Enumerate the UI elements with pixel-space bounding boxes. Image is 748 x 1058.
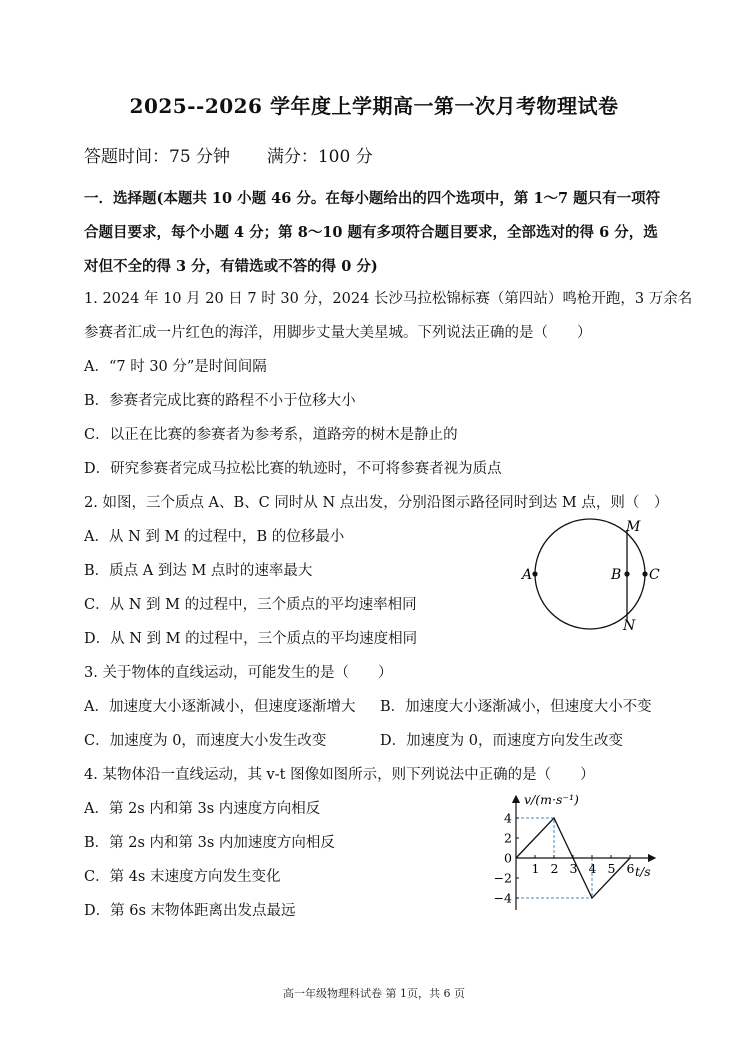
vt-y-tick-label-0: 0 <box>504 850 512 866</box>
q2-option-c: C．从 N 到 M 的过程中，三个质点的平均速率相同 <box>84 597 417 613</box>
q2-point-b <box>624 571 629 576</box>
vt-y-tick-label--4: −4 <box>493 890 512 906</box>
q2-label-m: M <box>626 519 641 535</box>
q4-option-d: D．第 6s 末物体距离出发点最远 <box>84 903 296 919</box>
q2-label-c: C <box>649 567 660 583</box>
vt-x-tick-label-4: 4 <box>588 861 597 876</box>
q3-option-c: C．加速度为 0，而速度大小发生改变 <box>84 733 327 749</box>
q3-option-b: B．加速度大小逐渐减小，但速度大小不变 <box>380 699 652 715</box>
q2-circle-figure <box>510 512 670 636</box>
section-line-3: 对但不全的得 3 分，有错选或不答的得 0 分) <box>84 258 378 275</box>
vt-x-tick-label-1: 1 <box>531 861 540 876</box>
q2-label-b: B <box>611 567 622 583</box>
q1-option-b: B．参赛者完成比赛的路程不小于位移大小 <box>84 393 356 409</box>
vt-y-label: v/(m·s⁻¹) <box>524 792 579 807</box>
q2-option-b: B．质点 A 到达 M 点时的速率最大 <box>84 563 313 579</box>
exam-score: 满分：100 分 <box>266 147 373 167</box>
q2-stem: 2. 如图，三个质点 A、B、C 同时从 N 点出发，分别沿图示路径同时到达 M 点，则（ ） <box>84 495 669 511</box>
q2-point-a <box>532 571 537 576</box>
q2-option-d: D．从 N 到 M 的过程中，三个质点的平均速度相同 <box>84 631 418 647</box>
q1-stem-1: 1. 2024 年 10 月 20 日 7 时 30 分，2024 长沙马拉松锦标赛（第四站）鸣枪开跑，3 万余名 <box>84 291 693 307</box>
q2-label-a: A <box>522 567 533 583</box>
q2-option-a: A．从 N 到 M 的过程中，B 的位移最小 <box>84 529 345 545</box>
vt-x-tick-label-2: 2 <box>550 861 559 876</box>
q3-stem: 3. 关于物体的直线运动，可能发生的是（ ） <box>84 665 393 681</box>
vt-y-tick-label--2: −2 <box>493 870 512 886</box>
q3-option-d: D．加速度为 0，而速度方向发生改变 <box>380 733 623 749</box>
vt-x-tick-label-5: 5 <box>607 861 616 876</box>
section-line-1: 一．选择题(本题共 10 小题 46 分。在每小题给出的四个选项中，第 1～7 题只有一项符 <box>84 190 661 207</box>
page-title: 2025--2026 学年度上学期高一第一次月考物理试卷 <box>129 94 619 118</box>
q4-option-c: C．第 4s 末速度方向发生变化 <box>84 869 281 885</box>
q2-label-n: N <box>623 618 636 634</box>
vt-y-tick-label-2: 2 <box>504 830 512 846</box>
section-line-2: 合题目要求，每个小题 4 分；第 8～10 题有多项符合题目要求，全部选对的得 6 分，选 <box>84 224 658 241</box>
q1-option-c: C．以正在比赛的参赛者为参考系，道路旁的树木是静止的 <box>84 427 458 443</box>
q1-option-d: D．研究参赛者完成马拉松比赛的轨迹时，不可将参赛者视为质点 <box>84 461 502 477</box>
vt-x-tick-label-3: 3 <box>569 861 578 876</box>
section-header <box>84 182 666 284</box>
q4-vt-chart <box>490 784 665 918</box>
q4-stem: 4. 某物体沿一直线运动，其 v-t 图像如图所示，则下列说法中正确的是（ ） <box>84 767 595 783</box>
q1-option-a: A．“7 时 30 分”是时间间隔 <box>84 359 267 375</box>
vt-x-tick-label-6: 6 <box>626 861 635 876</box>
page-footer: 高一年级物理科试卷 第 1页，共 6 页 <box>283 987 465 1000</box>
q1-stem-2: 参赛者汇成一片红色的海洋，用脚步丈量大美星城。下列说法正确的是（ ） <box>84 325 592 341</box>
vt-y-tick-label-4: 4 <box>504 810 512 826</box>
vt-x-label: t/s <box>635 864 651 879</box>
q4-option-b: B．第 2s 内和第 3s 内加速度方向相反 <box>84 835 335 851</box>
q3-option-a: A．加速度大小逐渐减小，但速度逐渐增大 <box>84 699 356 715</box>
q4-option-a: A．第 2s 内和第 3s 内速度方向相反 <box>84 801 321 817</box>
q2-point-c <box>642 571 647 576</box>
exam-time: 答题时间：75 分钟 <box>84 147 231 167</box>
exam-meta <box>84 142 373 167</box>
